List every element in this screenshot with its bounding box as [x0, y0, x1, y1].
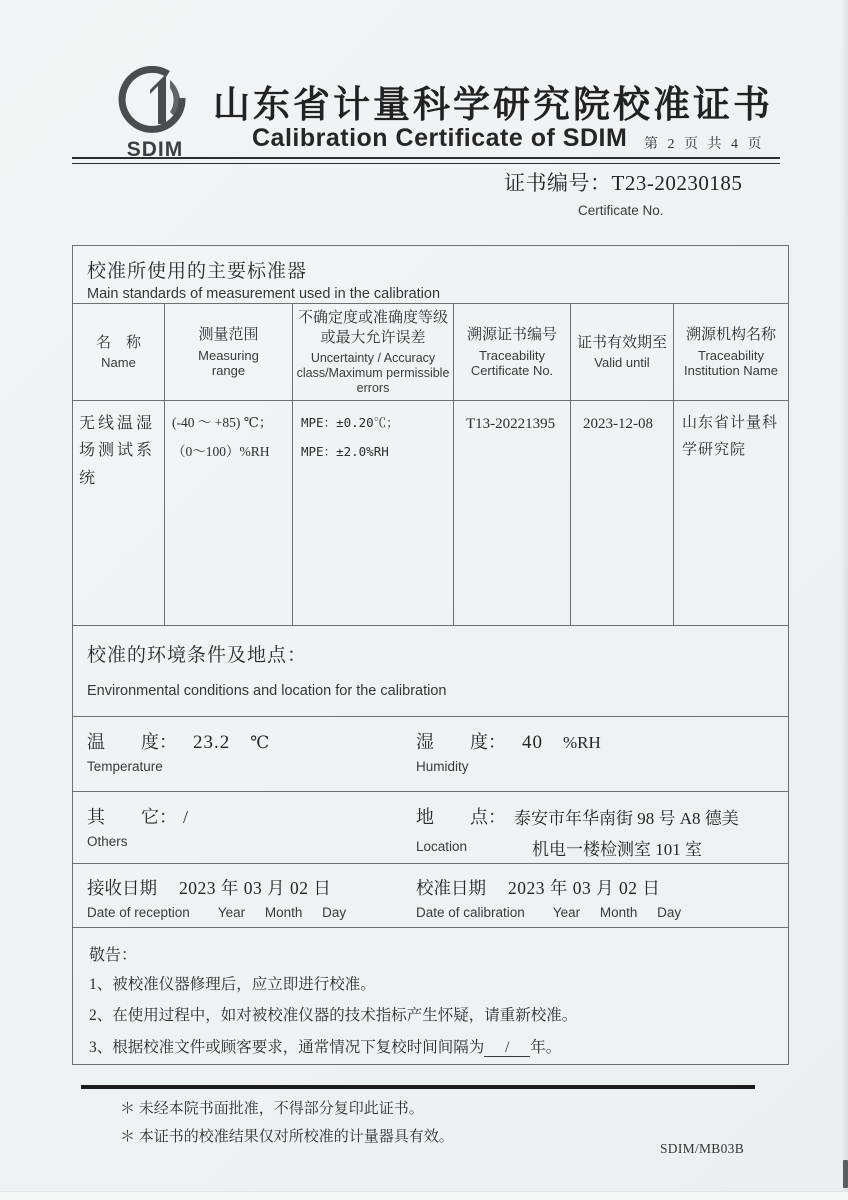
certificate-title-en: Calibration Certificate of SDIM [252, 124, 628, 152]
scan-bottom-edge [0, 1191, 848, 1200]
notice-item-3-blank: / [484, 1039, 530, 1057]
mpe-line2: MPE：±2.0%RH [301, 444, 389, 459]
institution-cell: 山东省计量科学研究院 [682, 415, 779, 459]
location-label-en: Location [416, 838, 468, 854]
footnotes [120, 1096, 454, 1152]
location-field [416, 792, 788, 863]
others-field [73, 792, 416, 863]
temp-humidity-row [73, 716, 788, 791]
notice-item-2: 2、在使用过程中，如对被校准仪器的技术指标产生怀疑，请重新校准。 [89, 1007, 578, 1025]
column-header-institution [674, 304, 788, 401]
mpe-cell [293, 401, 454, 625]
notice-item-3 [89, 1032, 772, 1064]
sdim-emblem-icon [99, 66, 211, 142]
certificate-title-zh: 山东省计量科学研究院校准证书 [213, 85, 773, 126]
humidity-label-zh: 湿 度： [416, 731, 506, 752]
col-name-en: Name [101, 355, 136, 371]
others-location-row [73, 791, 788, 863]
location-label-zh: 地 点： [416, 806, 506, 827]
humidity-field [416, 717, 788, 791]
calibration-date-value: 2023 年 03 月 02 日 [508, 877, 661, 898]
temperature-unit: ℃ [250, 732, 270, 752]
reception-date-ymd: Year Month Day [217, 904, 347, 920]
reception-date-label-zh: 接收日期 [87, 877, 157, 898]
col-institution-en: Traceability Institution Name [684, 347, 778, 379]
column-header-range [165, 304, 293, 401]
column-header-name [73, 304, 165, 401]
environment-section-header [73, 625, 788, 716]
traceability-cert-no-cell: T13-20221395 [454, 401, 571, 625]
notice-item-3-text: 3、根据校准文件或顾客要求，通常情况下复校时间间隔为 [89, 1039, 485, 1057]
others-value: / [183, 806, 189, 827]
dates-row [73, 863, 788, 927]
humidity-label-en: Humidity [416, 758, 469, 774]
col-valid-en: Valid until [594, 355, 650, 371]
certificate-number: 证书编号：T23-20230185 [504, 171, 743, 195]
col-uncertainty-en: Uncertainty / Accuracy class/Maximum permissible errors [296, 350, 450, 396]
location-line1: 泰安市年华南街 98 号 A8 德美 [514, 808, 739, 828]
reception-date-field [73, 864, 416, 927]
column-header-valid-until [571, 304, 674, 401]
scan-edge-shadow [841, 0, 848, 1200]
notice-title: 敬告： [89, 946, 138, 964]
header-double-rule [72, 157, 780, 164]
humidity-unit: %RH [563, 732, 601, 752]
environment-title-zh: 校准的环境条件及地点： [87, 645, 308, 667]
range-line1: (-40 ～ +85) ℃； [172, 415, 273, 431]
calibration-date-label-en: Date of calibration [416, 904, 525, 920]
calibration-date-field [416, 864, 788, 927]
certificate-number-label-en: Certificate No. [578, 203, 664, 218]
standards-title-zh: 校准所使用的主要标准器 [87, 261, 308, 282]
notice-section [73, 927, 788, 1064]
column-header-trace-cert [454, 304, 571, 401]
col-name-zh: 名 称 [95, 334, 141, 352]
scan-artifact [843, 1160, 848, 1188]
range-line2: （0～100）%RH [172, 443, 270, 459]
temperature-value: 23.2 [193, 731, 231, 753]
temperature-label-zh: 温 度： [87, 731, 177, 752]
sdim-logo-text: SDIM [126, 138, 184, 161]
measuring-range-cell [165, 401, 293, 625]
standards-title-en: Main standards of measurement used in the calibration [87, 286, 441, 302]
col-range-zh: 测量范围 [198, 326, 259, 344]
notice-item-3-suffix: 年。 [530, 1039, 562, 1057]
col-valid-zh: 证书有效期至 [576, 334, 667, 352]
form-code: SDIM/MB03B [660, 1141, 745, 1156]
footnote-2: ＊ 本证书的校准结果仅对所校准的计量器具有效。 [120, 1128, 454, 1145]
col-range-en: Measuring range [198, 347, 259, 379]
temperature-label-en: Temperature [87, 758, 163, 774]
humidity-value: 40 [522, 731, 543, 753]
standard-name-cell: 无线温湿场测试系统 [73, 401, 165, 625]
calibration-date-ymd: Year Month Day [552, 904, 682, 920]
page-number: 第 2 页 共 4 页 [644, 137, 765, 152]
others-label-zh: 其 它： [87, 806, 177, 827]
others-label-en: Others [87, 833, 128, 849]
temperature-field [73, 717, 416, 791]
environment-title-en: Environmental conditions and location for the calibration [87, 683, 447, 700]
col-trace-cert-zh: 溯源证书编号 [466, 326, 557, 344]
location-line2: 机电一楼检测室 101 室 [532, 840, 702, 860]
column-header-uncertainty [293, 304, 454, 401]
mpe-line1: MPE：±0.20℃； [301, 415, 399, 431]
sdim-logo [99, 66, 211, 168]
standards-section-header [73, 246, 788, 303]
footer-rule [81, 1085, 755, 1089]
standards-table [73, 303, 788, 625]
col-institution-zh: 溯源机构名称 [685, 326, 776, 344]
footnote-1: ＊ 未经本院书面批准，不得部分复印此证书。 [120, 1101, 424, 1117]
calibration-date-label-zh: 校准日期 [416, 877, 486, 898]
col-trace-cert-en: Traceability Certificate No. [470, 347, 554, 379]
certificate-body [72, 245, 789, 1065]
valid-until-cell: 2023-12-08 [571, 401, 674, 625]
reception-date-label-en: Date of reception [87, 904, 190, 920]
col-uncertainty-zh: 不确定度或准确度等级或最大允许误差 [297, 309, 448, 347]
notice-item-1: 1、被校准仪器修理后，应立即进行校准。 [89, 975, 376, 993]
reception-date-value: 2023 年 03 月 02 日 [179, 877, 332, 898]
